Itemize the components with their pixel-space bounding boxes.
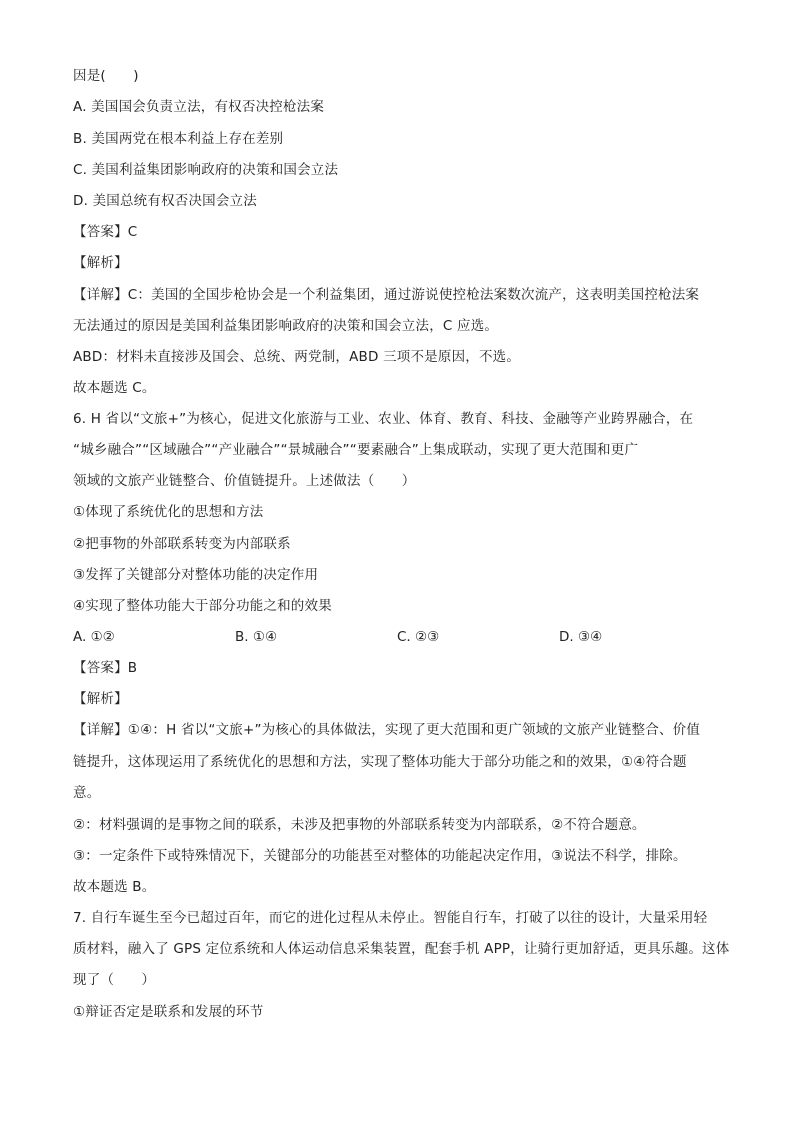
q6-statement-4: ④实现了整体功能大于部分功能之和的效果: [73, 598, 332, 614]
q6-choice-d: D. ③④: [559, 629, 603, 645]
q6-statement-3: ③发挥了关键部分对整体功能的决定作用: [73, 567, 319, 583]
q6-stem-line: “城乡融合”“区域融合”“产业融合”“景城融合”“要素融合”上集成联动，实现了更大范围和更广: [73, 442, 639, 458]
q6-analysis-line: ③：一定条件下或特殊情况下，关键部分的功能甚至对整体的功能起决定作用，③说法不科学，排除。: [73, 848, 687, 864]
q5-conclusion: 故本题选 C。: [73, 380, 156, 396]
q6-analysis-line: 【详解】①④：H 省以“文旅+”为核心的具体做法，实现了更大范围和更广领域的文旅产业链整合、价值: [73, 722, 701, 738]
q6-choice-b: B. ①④: [235, 629, 278, 645]
q6-analysis-line: 链提升，这体现运用了系统优化的思想和方法，实现了整体功能大于部分功能之和的效果，①④符合题: [73, 754, 687, 770]
q6-choice-c: C. ②③: [397, 629, 440, 645]
q6-analysis-line: ②：材料强调的是事物之间的联系，未涉及把事物的外部联系转变为内部联系，②不符合题意。: [73, 817, 646, 833]
q7-stem-line: 质材料，融入了 GPS 定位系统和人体运动信息采集装置，配套手机 APP，让骑行更加舒适，更具乐趣。这体: [73, 941, 730, 957]
q5-option-d: D. 美国总统有权否决国会立法: [73, 193, 257, 209]
q5-analysis-line: 无法通过的原因是美国利益集团影响政府的决策和国会立法，C 应选。: [73, 318, 499, 334]
q6-choices-row: [73, 627, 713, 647]
q5-analysis-line: 【详解】C：美国的全国步枪协会是一个利益集团，通过游说使控枪法案数次流产，这表明美国控枪法案: [73, 287, 700, 303]
q6-stem-line: 领域的文旅产业链整合、价值链提升。上述做法（ ）: [73, 473, 416, 489]
q7-stem-line: 7. 自行车诞生至今已超过百年，而它的进化过程从未停止。智能自行车，打破了以往的设计，大量采用轻: [73, 910, 708, 926]
q5-analysis-heading: 【解析】: [73, 255, 128, 271]
q5-analysis-line: ABD：材料未直接涉及国会、总统、两党制，ABD 三项不是原因，不选。: [73, 349, 521, 365]
q7-stem-line: 现了（ ）: [73, 972, 156, 988]
q6-answer: 【答案】B: [73, 660, 138, 676]
q6-analysis-heading: 【解析】: [73, 691, 128, 707]
q6-conclusion: 故本题选 B。: [73, 879, 156, 895]
q6-choice-a: A. ①②: [73, 629, 115, 645]
q5-option-b: B. 美国两党在根本利益上存在差别: [73, 131, 284, 147]
q6-statement-1: ①体现了系统优化的思想和方法: [73, 504, 264, 520]
q5-answer: 【答案】C: [73, 224, 138, 240]
q5-option-a: A. 美国国会负责立法，有权否决控枪法案: [73, 99, 325, 115]
q6-analysis-line: 意。: [73, 785, 101, 801]
q6-stem-line: 6. H 省以“文旅+”为核心，促进文化旅游与工业、农业、体育、教育、科技、金融等产业跨界融合，在: [73, 411, 694, 427]
q6-statement-2: ②把事物的外部联系转变为内部联系: [73, 536, 291, 552]
q7-statement-1: ①辩证否定是联系和发展的环节: [73, 1004, 264, 1020]
q5-option-c: C. 美国利益集团影响政府的决策和国会立法: [73, 162, 339, 178]
q5-stem-tail: 因是( ): [73, 68, 139, 84]
